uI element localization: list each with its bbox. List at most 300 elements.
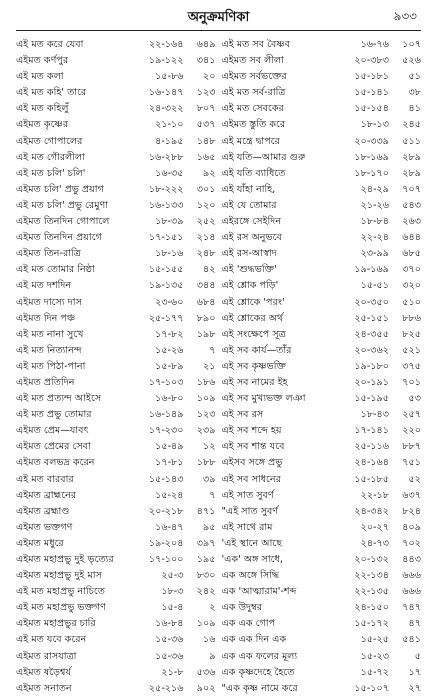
entry-text: এই সব মুখ্যভক্ত লঞা — [221, 393, 306, 405]
entry-reference: ১৫-১৪৩ — [148, 473, 184, 485]
entry-text: এই মত করে যেবা — [16, 39, 84, 50]
entry-text: এই 'শুদ্ধভক্তি' — [221, 264, 277, 276]
index-entry — [16, 632, 216, 648]
index-entry — [16, 117, 216, 133]
index-entry — [16, 246, 216, 262]
entry-reference: ২২-২৪ — [360, 232, 389, 244]
entry-page: ২৫২ — [196, 216, 216, 228]
entry-page: ২৪২ — [196, 586, 216, 598]
entry-reference: ১৫-৩৬ — [155, 650, 184, 662]
entry-reference: ১৫-২৬ — [155, 344, 184, 356]
entry-reference: ২০-১৯১ — [354, 376, 389, 388]
index-entry — [222, 632, 422, 648]
entry-reference: ১৫-৭২ — [360, 666, 389, 678]
entry-page: ৫২৬ — [402, 55, 421, 67]
entry-page: ১৪৮ — [196, 135, 216, 147]
entry-page: ৫৩ — [408, 393, 421, 405]
entry-page: ৬৮৪ — [196, 296, 216, 308]
index-entry — [16, 504, 216, 520]
index-entry — [222, 117, 422, 133]
entry-reference: ১৫-১৪১ — [354, 87, 389, 99]
entry-page: ১৮৬ — [196, 376, 216, 388]
entry-text: এই মত বারবার — [16, 473, 74, 485]
entry-page: ২৮৯ — [402, 151, 421, 163]
entry-page: ৫১০ — [402, 296, 421, 308]
entry-text: এক এক গোপ — [221, 618, 276, 630]
entry-reference: ২০-২৭ — [360, 521, 389, 533]
entry-page: ৪০৯ — [402, 521, 421, 533]
entry-text: এই রস-আস্বাদ — [221, 248, 277, 260]
entry-page: ৮৮৭ — [402, 441, 421, 453]
index-entry — [222, 69, 422, 85]
entry-page: ১২৩ — [196, 87, 216, 99]
entry-page: ৯২ — [203, 167, 216, 179]
index-entry — [222, 53, 422, 69]
index-column-right — [222, 37, 422, 697]
entry-page: ৫২১ — [402, 344, 421, 356]
entry-reference: ১৫-৮৬ — [155, 71, 184, 83]
entry-reference: ১৫-৫১ — [360, 280, 389, 292]
entry-page: ৫১১ — [402, 135, 421, 147]
entry-reference: ১৫-৩৬ — [155, 634, 184, 646]
entry-text: "এক কৃষ্ণ নামে করে — [221, 682, 298, 694]
index-entry — [16, 166, 216, 182]
entry-page: ১২৩ — [196, 409, 216, 421]
index-entry — [222, 85, 422, 101]
index-entry — [16, 214, 216, 230]
index-entry — [16, 665, 216, 681]
entry-text: এই সব কার্য—তাঁর — [221, 344, 292, 356]
entry-page: ৫১ — [408, 71, 421, 83]
entry-text: এইমত সব লীলা — [221, 55, 284, 67]
entry-page: ২৭ — [408, 682, 421, 694]
index-entry — [222, 262, 422, 278]
entry-page: ৩৭০ — [402, 264, 421, 276]
entry-reference: ২৩-৯৯ — [360, 248, 389, 260]
index-entry — [16, 150, 216, 166]
entry-reference: ১৭-১০৩ — [148, 376, 184, 388]
index-entry — [222, 37, 422, 53]
entry-reference: ১৮-১৬ — [155, 248, 184, 260]
entry-page: ৪১ — [408, 103, 421, 115]
index-entry — [16, 85, 216, 101]
index-column-left — [16, 37, 216, 697]
entry-page: ৩৮ — [408, 87, 421, 99]
entry-reference: ১৫-২৩ — [360, 650, 389, 662]
entry-text: 'এই স্থানে আছে — [221, 537, 283, 549]
index-entry — [16, 472, 216, 488]
entry-text: এইমত তিন-রাত্রি — [16, 248, 81, 260]
index-entry — [222, 311, 422, 327]
entry-page: ৮২৫ — [402, 328, 421, 340]
entry-reference: ১৯-২০৪ — [148, 537, 184, 549]
index-entry — [16, 391, 216, 407]
index-entry — [16, 101, 216, 117]
entry-reference: ২১-৮ — [161, 666, 184, 678]
index-entry — [16, 568, 216, 584]
entry-text: এই মত নিত্যানন্দ — [16, 344, 82, 356]
index-entry — [222, 214, 422, 230]
entry-reference: ১৮-৮৪ — [360, 216, 389, 228]
entry-page: ৬৪৪ — [402, 232, 421, 244]
entry-text: এই মন্ত্রে দ্বাপরে — [221, 135, 280, 147]
entry-page: ৩০১ — [196, 183, 216, 195]
entry-text: এই সব নামের ইহ — [221, 376, 288, 388]
entry-page: ৩২০ — [402, 280, 421, 292]
entry-text: এইমত গোপালের — [16, 135, 83, 147]
entry-reference: ১৮-২২২ — [148, 183, 184, 195]
entry-reference: ২২-১৩৫ — [354, 586, 389, 598]
entry-page: ৮২৪ — [402, 505, 421, 517]
entry-text: এইমত মধুরে — [16, 537, 64, 549]
entry-reference: ২৪-৭৩ — [360, 537, 389, 549]
entry-page: ২২০ — [402, 425, 421, 437]
index-entry — [16, 53, 216, 69]
entry-text: এক এক ফলের মূল্য — [221, 650, 298, 662]
entry-page: ১০৭ — [402, 39, 421, 50]
entry-reference: ১৫-২৪ — [155, 489, 184, 501]
entry-reference: ১৬-২৮৮ — [148, 151, 184, 163]
entry-page: ১৬৫ — [196, 151, 216, 163]
entry-reference: ১৫-১৫৪ — [354, 103, 389, 115]
entry-reference: ২০-২১৮ — [148, 505, 184, 517]
entry-text: এই মত মহাপ্রভু ভক্তগণ — [16, 602, 106, 614]
index-entry — [222, 150, 422, 166]
entry-text: এইমত রাসযাত্রা — [16, 650, 77, 662]
entry-page: ৪২ — [203, 264, 216, 276]
index-entry — [222, 101, 422, 117]
entry-text: এইমত মহাপ্রভু দুই মাস — [16, 570, 102, 582]
entry-page: ২৪৮ — [196, 248, 216, 260]
index-entry — [16, 600, 216, 616]
entry-text: এইমত ব্রাহ্মনের — [16, 489, 77, 501]
entry-page: ৬৮৫ — [402, 248, 421, 260]
entry-reference: ১৮-৩৯ — [155, 216, 184, 228]
index-entry — [222, 520, 422, 536]
index-entry — [16, 278, 216, 294]
entry-reference: ১৯-১২২ — [148, 55, 184, 67]
entry-text: এই মত পিঠা-পানা — [16, 360, 86, 372]
index-entry — [16, 552, 216, 568]
entry-reference: ২৩-৬০ — [155, 296, 184, 308]
index-entry — [16, 69, 216, 85]
index-entry — [16, 262, 216, 278]
index-entry — [16, 134, 216, 150]
index-entry — [222, 391, 422, 407]
entry-text: এইমত স্তুতি করে — [221, 119, 286, 131]
page-number: ৯৩৩ — [393, 9, 417, 23]
entry-text: এইমত প্রেম—যাবৎ — [16, 425, 89, 437]
entry-reference: ১৫-৪৯ — [155, 441, 184, 453]
entry-reference: ১৮-১৬৯ — [354, 151, 389, 163]
entry-page: ৮৯০ — [196, 312, 216, 324]
entry-page: ৭০৭ — [402, 183, 421, 195]
entry-reference: ২৫-৩ — [161, 570, 184, 582]
entry-page: ৫৩৭ — [196, 119, 216, 131]
entry-text: এই মত দশদিন — [16, 280, 72, 292]
entry-reference: ২০-৩৫০ — [354, 296, 389, 308]
entry-text: এই সব শান্ত যবে — [221, 441, 285, 453]
index-entry — [222, 407, 422, 423]
index-entry — [16, 423, 216, 439]
entry-reference: ১৬-১৩৩ — [148, 199, 184, 211]
entry-page: ৯৫ — [203, 521, 216, 533]
entry-page: ৬৬৬ — [402, 570, 421, 582]
index-entry — [16, 520, 216, 536]
entry-text: এইসব সঙ্গে প্রভু — [221, 457, 283, 469]
entry-text: এই মত চলি' প্রভু রেমুণা — [16, 199, 109, 211]
entry-reference: ২৪-৩৫৫ — [354, 328, 389, 340]
entry-reference: ১৬-৮৪ — [155, 618, 184, 630]
entry-text: এক কৃষ্ণদেহে হৈতে — [221, 666, 295, 678]
entry-reference: ১৬-৩৫ — [155, 167, 184, 179]
entry-page: ১৯৫ — [196, 554, 216, 565]
entry-reference: ২০-৩৮৩ — [354, 55, 389, 67]
index-entry — [16, 230, 216, 246]
entry-text: এই রস অনুভবে — [221, 232, 282, 244]
entry-text: এইমত বলভদ্র করেন — [16, 457, 95, 469]
entry-text: এক অঙ্গে সিদ্ধি — [221, 570, 279, 582]
entry-text: এইরঙ্গে সেইদিন — [221, 216, 282, 228]
entry-page: ৩৯ — [203, 473, 216, 485]
entry-reference: ১৫-২৫ — [360, 634, 389, 646]
entry-page: ৫২ — [408, 473, 421, 485]
entry-text: এইমত প্রেমের সেবা — [16, 441, 91, 453]
entry-reference: ২৫-১১৬ — [354, 441, 389, 453]
entry-page: ২৪৫ — [402, 119, 421, 131]
entry-page: ৩৪১ — [196, 55, 216, 67]
entry-page: ১২০ — [196, 199, 216, 211]
entry-reference: ২৪-৩২২ — [148, 103, 184, 115]
entry-page: ৭০১ — [402, 376, 421, 388]
entry-reference: ১৭-১০০ — [148, 554, 184, 565]
entry-reference: ২২-১৩৪ — [354, 570, 389, 582]
entry-page: ৭৫১ — [402, 457, 421, 469]
entry-reference: ১৬-৭৬ — [360, 39, 389, 50]
entry-text: এই মত প্রভু তোমার — [16, 409, 92, 421]
entry-reference: ১৫-১৫৫ — [148, 264, 184, 276]
entry-reference: ১৯-১৮০ — [354, 360, 389, 372]
entry-reference: ২২-১৮ — [360, 489, 389, 501]
entry-page: ৬৩৭ — [402, 489, 421, 501]
entry-text: 'এক' অঙ্গ সাধে, — [221, 554, 283, 565]
entry-text: এইমত দিন পঞ্চ — [16, 312, 76, 324]
entry-page: ৭৪৭ — [402, 602, 421, 614]
index-entry — [16, 439, 216, 455]
entry-page: ৪৭১ — [196, 505, 216, 517]
entry-reference: ১৬-১৪৯ — [148, 409, 184, 421]
index-entry — [222, 278, 422, 294]
index-entry — [222, 182, 422, 198]
entry-reference: ২১-২৬ — [360, 199, 389, 211]
entry-text: এইমত তিনদিন গোপালে — [16, 216, 110, 228]
entry-text: এই সব রস — [221, 409, 264, 421]
entry-text: এই মত যবে করেন — [16, 634, 87, 646]
entry-reference: ২০-৩৩৯ — [354, 135, 389, 147]
index-entry — [222, 246, 422, 262]
entry-reference: ২২-১৬৪ — [148, 39, 184, 50]
index-entry — [16, 343, 216, 359]
entry-reference: ২৫-২১৬ — [148, 682, 184, 694]
index-entry — [222, 552, 422, 568]
entry-page: ১৮৮ — [196, 457, 216, 469]
entry-text: এই যে তোমার — [221, 199, 277, 211]
entry-reference: ১৮-৩ — [161, 586, 184, 598]
entry-reference: ২৪-২৯ — [360, 183, 389, 195]
index-entry — [222, 327, 422, 343]
entry-page: ৭০২ — [402, 537, 421, 549]
entry-text: এইমত মহাপ্রভু দুই ভৃত্যের — [16, 554, 114, 565]
entry-reference: ১৬-৪৭ — [155, 521, 184, 533]
index-entry — [222, 375, 422, 391]
entry-page: ৮৮৬ — [402, 312, 421, 324]
entry-text: এই মত কহিলুঁ — [16, 103, 69, 115]
entry-text: এইমত ষড়ৈশ্বর্য — [16, 666, 72, 678]
entry-text: এই মত চলি' চলি' — [16, 167, 86, 179]
entry-page: ৪৪৩ — [402, 554, 421, 565]
entry-text: এই যতি ব্যাধিতে — [221, 167, 286, 179]
entry-text: এই সব শব্দে হয় — [221, 425, 282, 437]
entry-reference: ১৭-৮২ — [155, 328, 184, 340]
index-entry — [222, 166, 422, 182]
index-entry — [16, 616, 216, 632]
entry-text: এইমত ব্রহ্মাণ্ড — [16, 505, 70, 517]
entry-text: এই মত তোমার নিষ্ঠা — [16, 264, 95, 276]
entry-text: এইমত দাস্যে দাস — [16, 296, 82, 308]
index-entry — [16, 407, 216, 423]
entry-page: ৩৪৪ — [196, 280, 216, 292]
entry-text: এই সব সাধনের — [221, 473, 281, 485]
entry-reference: ২৪-১৬৪ — [354, 457, 389, 469]
entry-page: ১০৯ — [196, 618, 216, 630]
index-entry — [222, 616, 422, 632]
entry-text: এই মত মহাপ্রভু নাচিতে — [16, 586, 105, 598]
entry-text: এই শ্লোকে 'পরং' — [221, 296, 285, 308]
entry-reference: ১৫-৪ — [161, 602, 184, 614]
entry-reference: ১৭-১৪১ — [354, 425, 389, 437]
entry-reference: ১৫-১৭২ — [354, 618, 389, 630]
index-entry — [222, 455, 422, 471]
entry-text: এক 'আত্মারাম'-শব্দ — [221, 586, 297, 598]
index-entry — [16, 375, 216, 391]
entry-text: এইমত চলি' প্রভু প্রয়াগ — [16, 183, 104, 195]
entry-reference: ১৫-১৮১ — [354, 71, 389, 83]
index-entry — [16, 37, 216, 53]
entry-text: এই সাথে রাম — [221, 521, 273, 533]
entry-page: ১২ — [203, 441, 216, 453]
index-entry — [16, 295, 216, 311]
index-entry — [222, 681, 422, 697]
entry-text: এইমত প্রতিদিন — [16, 376, 75, 388]
entry-reference: ১৬-১৪৭ — [148, 87, 184, 99]
entry-text: এই শ্লোকের অর্থ — [221, 312, 284, 324]
entry-reference: ২৫-১৭৭ — [148, 312, 184, 324]
entry-reference: ১৯-১৬৯ — [354, 264, 389, 276]
entry-reference: ২৪-৩৪২ — [354, 505, 389, 517]
index-entry — [16, 455, 216, 471]
index-entry — [222, 359, 422, 375]
entry-reference: ২০-১৩২ — [354, 554, 389, 565]
index-entry — [16, 681, 216, 697]
entry-text: এইমত ভক্তগণ — [16, 521, 73, 533]
index-entry — [16, 198, 216, 214]
index-entry — [16, 311, 216, 327]
entry-text: এক এক দিন এক — [221, 634, 287, 646]
entry-text: এই মত নানা সুখে — [16, 328, 84, 340]
index-entry — [16, 359, 216, 375]
entry-page: ২৩৯ — [196, 425, 216, 437]
index-entry — [222, 665, 422, 681]
entry-text: এই সংক্ষেপে সূত্র — [221, 328, 286, 340]
entry-text: এই শ্লোক পড়ি' — [221, 280, 279, 292]
entry-page: ২৬৩ — [402, 216, 421, 228]
entry-reference: ২১-১০ — [155, 119, 184, 131]
entry-reference: ২০-৩৬২ — [354, 344, 389, 356]
entry-page: ৬৪৯ — [196, 39, 216, 50]
index-entry — [222, 504, 422, 520]
entry-reference: ১৯-১৩৫ — [148, 280, 184, 292]
entry-text: এইমত কর্ণপুর — [16, 55, 69, 67]
entry-page: ১৭ — [408, 666, 421, 678]
entry-page: ৩৯৭ — [196, 537, 216, 549]
entry-text: এইমত সর্বভক্তের — [221, 71, 287, 83]
index-entry — [222, 488, 422, 504]
entry-text: এইমত মহাপ্রভুর চারি — [16, 618, 96, 630]
index-entry — [16, 536, 216, 552]
index-entry — [222, 600, 422, 616]
index-entry — [16, 327, 216, 343]
page-title: অনুক্রমণিকা — [187, 10, 250, 25]
entry-page: ১৬ — [203, 634, 216, 646]
index-entry — [222, 198, 422, 214]
entry-reference: ১৮-১৩ — [360, 119, 389, 131]
entry-reference: ১৬-৮০ — [155, 393, 184, 405]
entry-reference: ১৭-২৩০ — [148, 425, 184, 437]
entry-text: এই মত কলা — [16, 71, 64, 83]
entry-text: এই মত গৌরলীলা — [16, 151, 85, 163]
index-entry — [222, 568, 422, 584]
entry-page: ৭ — [209, 489, 216, 501]
entry-page: ২৫৭ — [402, 409, 421, 421]
entry-text: এই সাত সুবর্ণ — [221, 489, 274, 501]
index-entry — [16, 584, 216, 600]
page-header — [16, 6, 421, 28]
entry-page: ১০৯ — [196, 393, 216, 405]
index-entry — [16, 649, 216, 665]
entry-reference: ১৭-১৫১ — [148, 232, 184, 244]
index-entry — [222, 439, 422, 455]
entry-page: ৯ — [209, 650, 216, 662]
entry-page: ৩৭৫ — [402, 360, 421, 372]
entry-page: ৭ — [209, 344, 216, 356]
entry-reference: ২৪-১৫০ — [354, 602, 389, 614]
entry-page: ৪৭ — [408, 618, 421, 630]
entry-reference: ১৫-১৮৫ — [354, 473, 389, 485]
index-entry — [222, 649, 422, 665]
entry-page: ২০ — [203, 71, 216, 83]
index-entry — [222, 295, 422, 311]
entry-text: এই যতি—আমার গুরু — [221, 151, 306, 163]
header-rule — [16, 30, 421, 31]
entry-text: এই যাঁহা নাহি, — [221, 183, 276, 195]
entry-text: এই মত সেবকের — [221, 103, 284, 115]
entry-page: ২ — [209, 602, 216, 614]
index-entry — [222, 343, 422, 359]
index-entry — [16, 182, 216, 198]
index-entry — [222, 472, 422, 488]
entry-text: "এই সাত সুবর্ণ — [221, 505, 279, 517]
entry-text: এক উদুম্বর — [221, 602, 263, 614]
